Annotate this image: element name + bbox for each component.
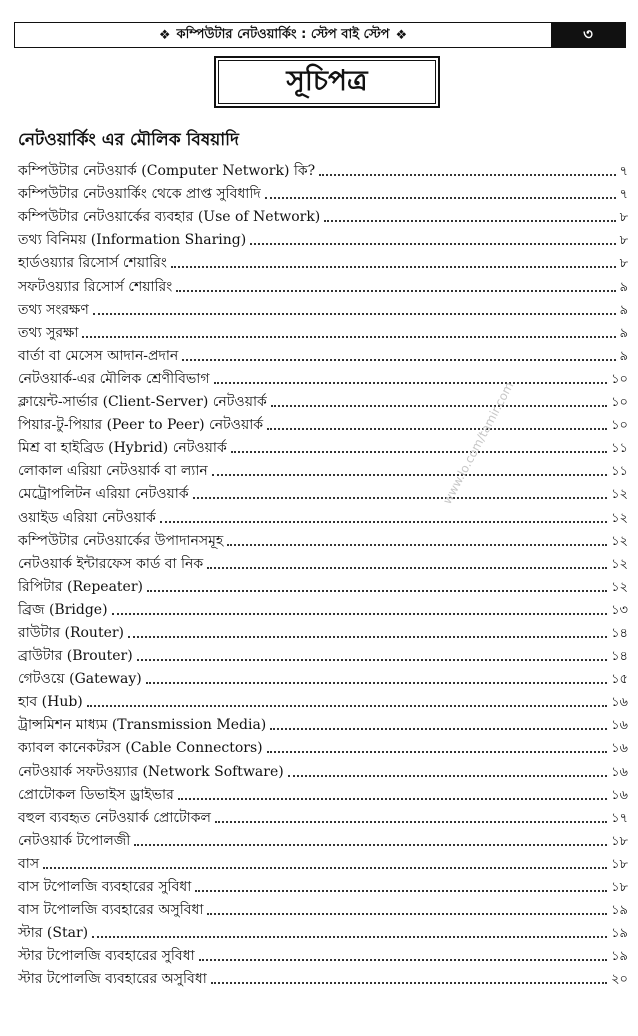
dot-leader bbox=[215, 821, 607, 823]
toc-entry-title: সফটওয়্যার রিসোর্স শেয়ারিং bbox=[18, 278, 173, 295]
toc-entry-page: ১২ bbox=[611, 556, 628, 572]
dot-leader bbox=[176, 290, 615, 292]
dot-leader bbox=[231, 451, 607, 453]
page-header bbox=[14, 22, 626, 48]
dot-leader bbox=[214, 382, 608, 384]
dot-leader bbox=[207, 913, 607, 915]
section-heading: নেটওয়ার্কিং এর মৌলিক বিষয়াদি bbox=[18, 130, 239, 150]
toc-entry-page: ১২ bbox=[611, 579, 628, 595]
toc-entry-title: স্টার টপোলজি ব্যবহারের সুবিধা bbox=[18, 948, 195, 965]
toc-entry-title: কম্পিউটার নেটওয়ার্কের উপাদানসমূহ bbox=[18, 532, 224, 549]
toc-entry-page: ১৬ bbox=[611, 764, 628, 780]
toc-entry[interactable] bbox=[18, 596, 628, 619]
toc-entry[interactable] bbox=[18, 503, 628, 526]
toc-entry-title: ব্রিজ (Bridge) bbox=[18, 601, 108, 618]
toc-entry-title: নেটওয়ার্ক-এর মৌলিক শ্রেণীবিভাগ bbox=[18, 370, 210, 387]
toc-entry[interactable] bbox=[18, 896, 628, 919]
toc-entry-title: কম্পিউটার নেটওয়ার্ক (Computer Network) কি? bbox=[18, 163, 316, 180]
toc-entry-page: ১৮ bbox=[611, 880, 628, 895]
toc-entry-page: ৭ bbox=[619, 187, 628, 203]
toc-entry-page: ১৯ bbox=[611, 903, 628, 919]
toc-entry-page: ৯ bbox=[619, 302, 628, 318]
toc-entry-page: ১৯ bbox=[611, 949, 628, 965]
toc-entry[interactable] bbox=[18, 781, 628, 804]
toc-entry[interactable] bbox=[18, 965, 628, 988]
toc-entry-page: ১৬ bbox=[611, 695, 628, 711]
toc-entry-title: হাব (Hub) bbox=[18, 694, 83, 711]
toc-entry-page: ১২ bbox=[611, 533, 628, 549]
toc-entry-page: ১৭ bbox=[611, 810, 628, 826]
toc-entry-page: ৭ bbox=[619, 164, 628, 180]
dot-leader bbox=[137, 659, 607, 661]
toc-entry-title: স্টার (Star) bbox=[18, 925, 89, 942]
toc-entry[interactable] bbox=[18, 873, 628, 896]
toc-entry[interactable] bbox=[18, 827, 628, 850]
toc-entry-title: লোকাল এরিয়া নেটওয়ার্ক বা ল্যান bbox=[18, 463, 208, 480]
toc-entry-page: ১৮ bbox=[611, 856, 628, 872]
toc-entry-page: ৮ bbox=[619, 256, 628, 272]
toc-entry[interactable] bbox=[18, 550, 628, 573]
dot-leader bbox=[250, 243, 615, 245]
toc-entry-page: ১০ bbox=[611, 395, 628, 411]
toc-entry-page: ১২ bbox=[611, 510, 628, 526]
toc-entry-title: ওয়াইড এরিয়া নেটওয়ার্ক bbox=[18, 509, 156, 526]
toc-entry-title: হার্ডওয়্যার রিসোর্স শেয়ারিং bbox=[18, 255, 167, 272]
dot-leader bbox=[147, 590, 607, 592]
toc-entry[interactable] bbox=[18, 642, 628, 665]
dot-leader bbox=[288, 775, 607, 777]
toc-entry-page: ২০ bbox=[611, 972, 628, 988]
toc-entry-page: ১৩ bbox=[611, 602, 628, 618]
toc-entry-title: তথ্য বিনিময় (Information Sharing) bbox=[18, 232, 247, 249]
toc-entry-title: তথ্য সুরক্ষা bbox=[18, 324, 79, 341]
dot-leader bbox=[160, 521, 607, 523]
dot-leader bbox=[267, 751, 607, 753]
toc-entry-page: ১০ bbox=[611, 371, 628, 387]
toc-entry[interactable] bbox=[18, 411, 628, 434]
dot-leader bbox=[193, 497, 607, 499]
dot-leader bbox=[227, 544, 607, 546]
toc-entry-page: ১৮ bbox=[611, 833, 628, 849]
toc-entry[interactable] bbox=[18, 480, 628, 503]
toc-entry-title: বাস টপোলজি ব্যবহারের অসুবিধা bbox=[18, 902, 204, 919]
toc-entry[interactable] bbox=[18, 319, 628, 342]
ornament-icon: ❖ bbox=[158, 27, 171, 43]
toc-entry-page: ১৪ bbox=[611, 625, 628, 641]
dot-leader bbox=[182, 359, 615, 361]
toc-entry[interactable] bbox=[18, 272, 628, 295]
dot-leader bbox=[82, 336, 615, 338]
toc-entry-page: ৯ bbox=[619, 348, 628, 364]
toc-entry[interactable] bbox=[18, 365, 628, 388]
toc-entry-title: স্টার টপোলজি ব্যবহারের অসুবিধা bbox=[18, 971, 207, 988]
toc-entry[interactable] bbox=[18, 342, 628, 365]
toc-entry[interactable] bbox=[18, 203, 628, 226]
toc-entry[interactable] bbox=[18, 665, 628, 688]
toc-entry-page: ১৬ bbox=[611, 718, 628, 734]
dot-leader bbox=[195, 890, 607, 892]
toc-entry[interactable] bbox=[18, 296, 628, 319]
toc-entry[interactable] bbox=[18, 180, 628, 203]
page-title: সূচিপত্র bbox=[286, 63, 368, 97]
watermark: www.lo.com/tamir.com bbox=[440, 379, 517, 507]
toc-entry-title: ব্রাউটার (Brouter) bbox=[18, 648, 133, 665]
toc-entry-title: নেটওয়ার্ক টপোলজী bbox=[18, 832, 131, 849]
toc-entry[interactable] bbox=[18, 734, 628, 757]
title-frame bbox=[214, 56, 440, 108]
dot-leader bbox=[324, 220, 615, 222]
toc-entry-page: ৮ bbox=[619, 210, 628, 226]
dot-leader bbox=[270, 728, 607, 730]
ornament-icon: ❖ bbox=[395, 27, 408, 43]
dot-leader bbox=[271, 405, 607, 407]
toc-entry-page: ১৯ bbox=[611, 926, 628, 942]
dot-leader bbox=[92, 936, 607, 938]
toc-entry-title: নেটওয়ার্ক সফটওয়্যার (Network Software) bbox=[18, 763, 284, 780]
toc-entry[interactable] bbox=[18, 942, 628, 965]
toc-entry[interactable] bbox=[18, 757, 628, 780]
dot-leader bbox=[265, 197, 616, 199]
toc-entry[interactable] bbox=[18, 688, 628, 711]
toc-entry-page: ৯ bbox=[619, 279, 628, 295]
toc-entry-title: বার্তা বা মেসেস আদান-প্রদান bbox=[18, 347, 179, 364]
toc-entry[interactable] bbox=[18, 573, 628, 596]
toc-entry-page: ৯ bbox=[619, 325, 628, 341]
dot-leader bbox=[112, 613, 608, 615]
dot-leader bbox=[43, 867, 607, 869]
toc-entry-page: ১০ bbox=[611, 418, 628, 434]
toc-entry-title: বাস টপোলজি ব্যবহারের সুবিধা bbox=[18, 879, 192, 895]
toc-entry-title: বাস bbox=[18, 855, 40, 872]
toc-entry-title: মেট্রোপলিটন এরিয়া নেটওয়ার্ক bbox=[18, 486, 189, 503]
toc-entry[interactable] bbox=[18, 804, 628, 827]
dot-leader bbox=[267, 428, 607, 430]
toc-entry-title: ট্রান্সমিশন মাধ্যম (Transmission Media) bbox=[18, 717, 267, 734]
running-title bbox=[15, 23, 551, 47]
toc-entry[interactable] bbox=[18, 434, 628, 457]
toc-entry-title: পিয়ার-টু-পিয়ার (Peer to Peer) নেটওয়ার্ক bbox=[18, 417, 264, 434]
toc-entry-title: গেটওয়ে (Gateway) bbox=[18, 671, 142, 688]
dot-leader bbox=[171, 266, 616, 268]
toc-entry-page: ১৬ bbox=[611, 787, 628, 803]
book-title: কম্পিউটার নেটওয়ার্কিং : স্টেপ বাই স্টেপ bbox=[176, 26, 390, 42]
dot-leader bbox=[211, 982, 607, 984]
dot-leader bbox=[93, 313, 616, 315]
toc-entry-title: ক্লায়েন্ট-সার্ভার (Client-Server) নেটওয়ার্ক bbox=[18, 394, 267, 411]
dot-leader bbox=[178, 798, 607, 800]
toc-entry-title: কম্পিউটার নেটওয়ার্কের ব্যবহার (Use of Network) bbox=[18, 209, 321, 226]
toc-entry[interactable] bbox=[18, 619, 628, 642]
toc-entry-title: রিপিটার (Repeater) bbox=[18, 578, 144, 595]
toc-entry[interactable] bbox=[18, 457, 628, 480]
toc-entry-page: ১৫ bbox=[611, 672, 628, 688]
toc-entry-page: ১১ bbox=[611, 464, 628, 480]
toc-entry[interactable] bbox=[18, 157, 628, 180]
toc-entry-page: ১২ bbox=[611, 487, 628, 503]
toc-entry-page: ৮ bbox=[619, 233, 628, 249]
toc-entry[interactable] bbox=[18, 711, 628, 734]
dot-leader bbox=[212, 474, 607, 476]
toc-entry-title: তথ্য সংরক্ষণ bbox=[18, 301, 89, 318]
toc-entry[interactable] bbox=[18, 226, 628, 249]
dot-leader bbox=[199, 959, 607, 961]
toc-entry-page: ১১ bbox=[611, 441, 628, 457]
dot-leader bbox=[134, 844, 607, 846]
dot-leader bbox=[146, 682, 607, 684]
toc-entry-title: মিশ্র বা হাইব্রিড (Hybrid) নেটওয়ার্ক bbox=[18, 440, 227, 457]
toc-entry-title: নেটওয়ার্ক ইন্টারফেস কার্ড বা নিক bbox=[18, 555, 204, 572]
toc-entry[interactable] bbox=[18, 388, 628, 411]
table-of-contents bbox=[18, 157, 628, 988]
toc-entry-title: বহুল ব্যবহৃত নেটওয়ার্ক প্রোটোকল bbox=[18, 809, 211, 826]
toc-entry[interactable] bbox=[18, 919, 628, 942]
toc-entry[interactable] bbox=[18, 527, 628, 550]
dot-leader bbox=[319, 174, 615, 176]
toc-entry-page: ১৬ bbox=[611, 741, 628, 757]
toc-entry-title: রাউটার (Router) bbox=[18, 624, 125, 641]
toc-entry-title: কম্পিউটার নেটওয়ার্কিং থেকে প্রাপ্ত সুবিধাদি bbox=[18, 186, 261, 203]
toc-entry[interactable] bbox=[18, 249, 628, 272]
dot-leader bbox=[87, 705, 607, 707]
page-number: ৩ bbox=[551, 23, 625, 47]
dot-leader bbox=[128, 636, 607, 638]
toc-entry-title: ক্যাবল কানেকটরস (Cable Connectors) bbox=[18, 740, 263, 757]
dot-leader bbox=[207, 567, 607, 569]
toc-entry[interactable] bbox=[18, 850, 628, 873]
toc-entry-page: ১৪ bbox=[611, 649, 628, 665]
toc-entry-title: প্রোটোকল ডিভাইস ড্রাইভার bbox=[18, 786, 174, 803]
